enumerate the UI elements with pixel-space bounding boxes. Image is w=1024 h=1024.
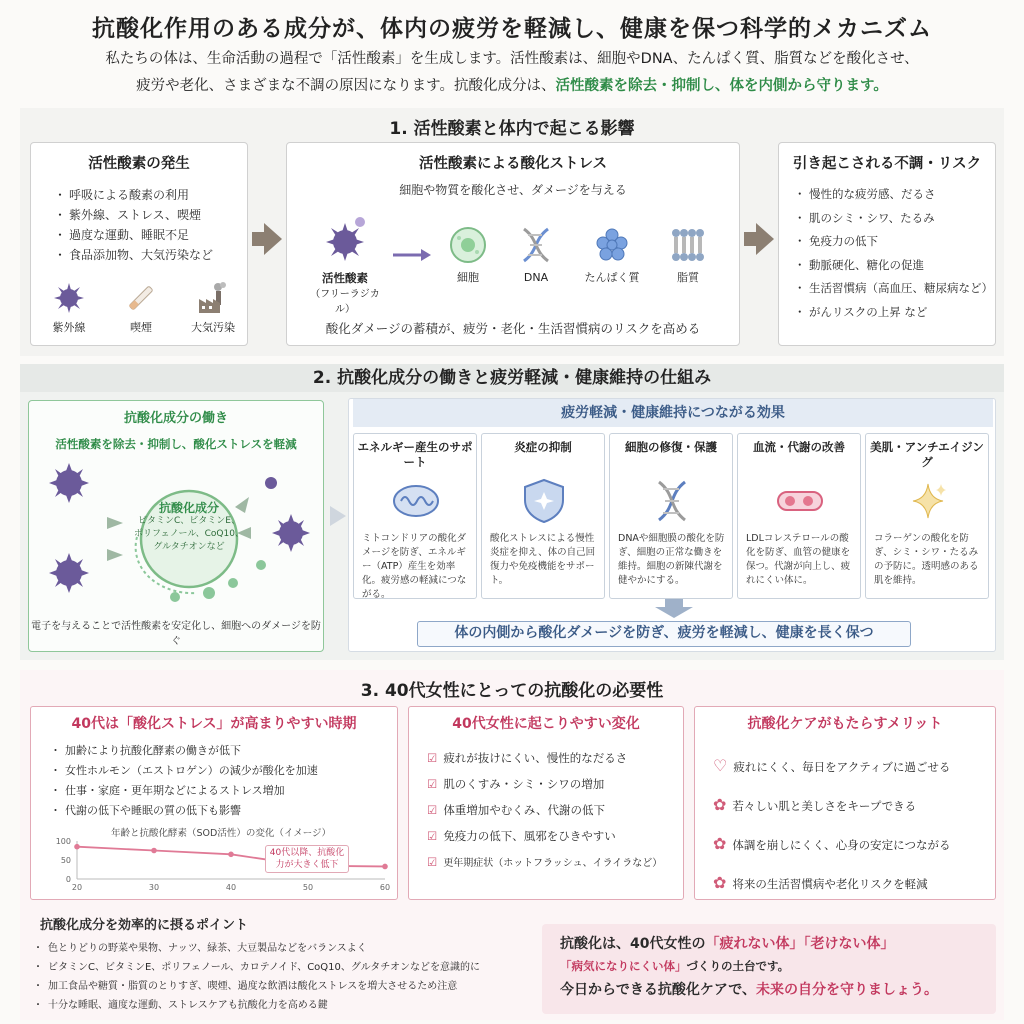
cell-icon — [448, 225, 488, 265]
col2-heading: 40代女性に起こりやすい変化 — [452, 716, 640, 732]
list-item: ・ 紫外線、ストレス、喫煙 — [57, 205, 247, 225]
list-item — [427, 823, 683, 849]
list-item-text: 体重増加やむくみ、代謝の低下 — [443, 803, 606, 817]
list-item — [713, 825, 995, 864]
effects-panel — [348, 398, 996, 652]
list-item: ・ 免疫力の低下 — [797, 230, 995, 254]
x-tick-label: 20 — [71, 883, 83, 892]
list-item: ・ ビタミンC、ビタミンE、ポリフェノール、カロテノイド、CoQ10、グルタチオンなどを意識的に — [36, 958, 530, 977]
list-item: ・ 代謝の低下や睡眠の質の低下も影響 — [53, 801, 397, 821]
card-title: 細胞の修復・保護 — [625, 440, 717, 454]
heart-icon: ♡ — [713, 756, 728, 775]
section-1-title: 1. 活性酸素と体内で起こる影響 — [389, 119, 635, 139]
arrow-1-stem — [252, 232, 264, 246]
section-2-title: 2. 抗酸化成分の働きと疲労軽減・健康維持の仕組み — [20, 364, 1004, 392]
dna-icon — [516, 225, 556, 265]
radical-sublabel: （フリーラジカル） — [310, 289, 380, 315]
antioxidant-subheading: 活性酸素を除去・抑制し、酸化ストレスを軽減 — [55, 437, 297, 451]
section-3 — [20, 670, 1004, 1020]
list-item-text: 将来の生活習慣病や老化リスクを軽減 — [732, 877, 928, 891]
check-icon: ☑ — [427, 855, 438, 869]
card-title: 炎症の抑制 — [514, 440, 572, 454]
lipid-icon — [668, 225, 708, 265]
generation-heading: 活性酸素の発生 — [88, 156, 190, 172]
uv-label: 紫外線 — [52, 321, 86, 334]
blood-vessel-icon — [775, 478, 825, 524]
risks-heading: 引き起こされる不調・リスク — [792, 156, 982, 172]
card-text: LDLコレステロールの酸化を防ぎ、血管の健康を保つ。代謝が向上し、疲れにくい体に。 — [746, 533, 851, 586]
card-title: 血流・代謝の改善 — [753, 440, 845, 454]
y-tick-label: 0 — [65, 875, 71, 884]
free-radical-icon — [320, 215, 370, 265]
list-item — [427, 771, 683, 797]
card-title: 美肌・アンチエイジング — [870, 440, 984, 469]
list-item-text: 疲れが抜けにくい、慢性的なだるさ — [443, 751, 628, 765]
sod-point — [382, 864, 388, 870]
benefits-box — [694, 706, 996, 900]
tips-panel — [30, 914, 530, 1018]
target-dna — [513, 225, 559, 285]
y-tick-label: 100 — [55, 837, 71, 846]
col1-list — [53, 741, 397, 821]
arrow-right-icon — [328, 504, 348, 528]
radical-item — [305, 215, 385, 315]
changes-box — [408, 706, 684, 900]
ingredient-line: ポリフェノール、CoQ10、 — [134, 529, 244, 539]
sparkle-icon — [903, 478, 953, 524]
list-item: ・ 十分な睡眠、適度な運動、ストレスケアも抗酸化力を高める鍵 — [36, 996, 530, 1015]
summary-highlight: 未来の自分を守りましょう。 — [756, 982, 938, 998]
target-protein — [577, 225, 647, 285]
pollution-label: 大気汚染 — [191, 321, 235, 334]
dna-label: DNA — [523, 271, 549, 284]
summary-text: づくりの土台です。 — [686, 959, 790, 973]
check-icon: ☑ — [427, 829, 438, 843]
x-tick-label: 50 — [302, 883, 314, 892]
col2-list — [427, 745, 683, 877]
cigarette-icon — [124, 281, 158, 315]
conclusion-banner: 体の内側から酸化ダメージを防ぎ、疲労を軽減し、健康を長く保つ — [417, 621, 911, 647]
chart-annotation: 40代以降、抗酸化力が大きく低下 — [265, 845, 349, 873]
antioxidant-footer: 電子を与えることで活性酸素を安定化し、細胞へのダメージを防ぐ — [31, 621, 321, 647]
list-item: ・ 女性ホルモン（エストロゲン）の減少が酸化を加速 — [53, 761, 397, 781]
list-item: ・ 加齢により抗酸化酵素の働きが低下 — [53, 741, 397, 761]
stress-heading: 活性酸素による酸化ストレス — [418, 156, 608, 172]
intro-highlight: 活性酸素を除去・抑制し、体を内側から守ります。 — [555, 78, 888, 94]
card-text: ミトコンドリアの酸化ダメージを防ぎ、エネルギー（ATP）産生を効率化。疲労感の軽減につながる。 — [362, 533, 467, 600]
summary-line-2 — [560, 956, 978, 976]
intro-text — [30, 46, 994, 100]
summary-line-3 — [560, 976, 978, 1004]
ingredient-line: グルタチオンなど — [153, 542, 225, 552]
target-lipid — [663, 225, 713, 285]
col3-list — [713, 747, 995, 903]
flower-icon: ✿ — [713, 834, 727, 853]
effects-title: 疲労軽減・健康維持につながる効果 — [353, 399, 993, 427]
summary-line-1 — [560, 932, 978, 956]
risks-list — [797, 183, 995, 324]
effect-card-beauty — [865, 433, 989, 599]
shield-icon — [519, 478, 569, 524]
generation-box — [30, 142, 248, 346]
list-item: ・ 食品添加物、大気汚染など — [57, 245, 247, 265]
summary-highlight: 「疲れない体」「老けない体」 — [705, 936, 895, 952]
mitochondria-icon — [391, 478, 441, 524]
risks-box — [778, 142, 996, 346]
list-item-text: 体調を崩しにくく、心身の安定につながる — [732, 838, 951, 852]
list-item: ・ がんリスクの上昇 など — [797, 301, 995, 325]
dna-icon — [647, 478, 697, 524]
list-item: ・ 慢性的な疲労感、だるさ — [797, 183, 995, 207]
smoking-item — [117, 281, 165, 335]
section-1 — [20, 108, 1004, 356]
card-text: 酸化ストレスによる慢性炎症を抑え、体の自己回復力や免疫機能をサポート。 — [490, 533, 596, 586]
uv-icon — [52, 281, 86, 315]
list-item: ・ 呼吸による酸素の利用 — [57, 185, 247, 205]
oxidative-stress-box — [286, 142, 740, 346]
x-tick-label: 40 — [225, 883, 237, 892]
list-item-text: 疲れにくく、毎日をアクティブに過ごせる — [733, 760, 951, 774]
list-item: ・ 加工食品や糖質・脂質のとりすぎ、喫煙、過度な飲酒は酸化ストレスを増大させるため注意 — [36, 977, 530, 996]
protein-label: たんぱく質 — [584, 271, 640, 284]
tips-heading: 抗酸化成分を効率的に摂るポイント — [40, 918, 249, 933]
antioxidant-box — [28, 400, 324, 652]
generation-list — [57, 185, 247, 265]
effect-card-inflammation — [481, 433, 605, 599]
tips-list — [36, 939, 530, 1015]
radical-label: 活性酸素 — [322, 271, 368, 285]
arrow-down-icon — [653, 599, 695, 619]
x-tick-label: 30 — [148, 883, 160, 892]
stress-subtitle: 細胞や物質を酸化させ、ダメージを与える — [399, 183, 627, 197]
list-item-text: 免疫力の低下、風邪をひきやすい — [443, 829, 616, 843]
flower-icon: ✿ — [713, 873, 727, 892]
list-item — [427, 849, 683, 877]
intro-line-1: 私たちの体は、生命活動の過程で「活性酸素」を生成します。活性酸素は、細胞やDNA、たんぱく質、脂質などを酸化させ、 — [105, 51, 919, 67]
section-3-title: 3. 40代女性にとっての抗酸化の必要性 — [360, 681, 664, 701]
intro-line-2a: 疲労や老化、さまざまな不調の原因になります。抗酸化成分は、 — [136, 78, 556, 94]
antioxidant-heading: 抗酸化成分の働き — [123, 411, 228, 426]
sod-point — [228, 852, 234, 858]
summary-text: 今日からできる抗酸化ケアで、 — [560, 982, 756, 998]
sod-point — [74, 844, 80, 850]
protein-icon — [592, 225, 632, 265]
stress-period-box — [30, 706, 398, 900]
uv-item — [45, 281, 93, 335]
list-item — [427, 797, 683, 823]
card-text: DNAや細胞膜の酸化を防ぎ、細胞の正常な働きを維持。細胞の新陳代謝を健やかにする。 — [618, 533, 725, 586]
antioxidant-center-title: 抗酸化成分 — [158, 501, 219, 515]
list-item: ・ 生活習慣病（高血圧、糖尿病など） — [797, 277, 995, 301]
check-icon: ☑ — [427, 751, 438, 765]
list-item: ・ 仕事・家庭・更年期などによるストレス増加 — [53, 781, 397, 801]
list-item: ・ 過度な運動、睡眠不足 — [57, 225, 247, 245]
stress-footer: 酸化ダメージの蓄積が、疲労・老化・生活習慣病のリスクを高める — [325, 321, 701, 336]
sod-point — [151, 848, 157, 854]
check-icon: ☑ — [427, 803, 438, 817]
list-item-text: 肌のくすみ・シミ・シワの増加 — [443, 777, 605, 791]
effect-card-repair — [609, 433, 733, 599]
smoking-label: 喫煙 — [130, 321, 152, 334]
list-item-text: 更年期症状（ホットフラッシュ、イライラなど） — [443, 858, 663, 869]
list-item: ・ 肌のシミ・シワ、たるみ — [797, 207, 995, 231]
summary-box — [542, 924, 996, 1014]
col1-heading: 40代は「酸化ストレス」が高まりやすい時期 — [71, 716, 357, 732]
lipid-label: 脂質 — [677, 271, 699, 284]
arrow-2 — [756, 223, 774, 255]
list-item — [427, 745, 683, 771]
pollution-item — [187, 281, 239, 335]
list-item: ・ 色とりどりの野菜や果物、ナッツ、緑茶、大豆製品などをバランスよく — [36, 939, 530, 958]
list-item — [713, 864, 995, 903]
list-item — [713, 786, 995, 825]
page-title: 抗酸化作用のある成分が、体内の疲労を軽減し、健康を保つ科学的メカニズム — [92, 16, 932, 42]
effect-card-energy — [353, 433, 477, 599]
chart-title: 年齢と抗酸化酵素（SOD活性）の変化（イメージ） — [111, 828, 332, 839]
list-item-text: 若々しい肌と美しさをキープできる — [732, 799, 917, 813]
factory-icon — [196, 281, 230, 315]
card-text: コラーゲンの酸化を防ぎ、シミ・シワ・たるみの予防に。透明感のある肌を維持。 — [874, 533, 979, 586]
card-title: エネルギー産生のサポート — [357, 440, 473, 469]
list-item: ・ 動脈硬化、糖化の促進 — [797, 254, 995, 278]
col3-heading: 抗酸化ケアがもたらすメリット — [747, 716, 943, 732]
x-tick-label: 60 — [379, 883, 391, 892]
section-2 — [20, 364, 1004, 660]
target-cell — [441, 225, 495, 285]
ingredient-line: ビタミンC、ビタミンE、 — [138, 516, 240, 526]
effect-card-circulation — [737, 433, 861, 599]
radical-arrow-icon — [391, 247, 433, 263]
arrow-1 — [264, 223, 282, 255]
flower-icon: ✿ — [713, 795, 727, 814]
y-tick-label: 50 — [60, 856, 71, 865]
intro-line-2 — [30, 73, 994, 100]
cell-label: 細胞 — [457, 271, 479, 284]
antioxidant-center-text — [125, 515, 253, 554]
summary-text: 抗酸化は、40代女性の — [560, 936, 706, 952]
arrow-2-stem — [744, 232, 756, 246]
summary-highlight: 「病気になりにくい体」 — [560, 959, 687, 973]
list-item — [713, 747, 995, 786]
check-icon: ☑ — [427, 777, 438, 791]
